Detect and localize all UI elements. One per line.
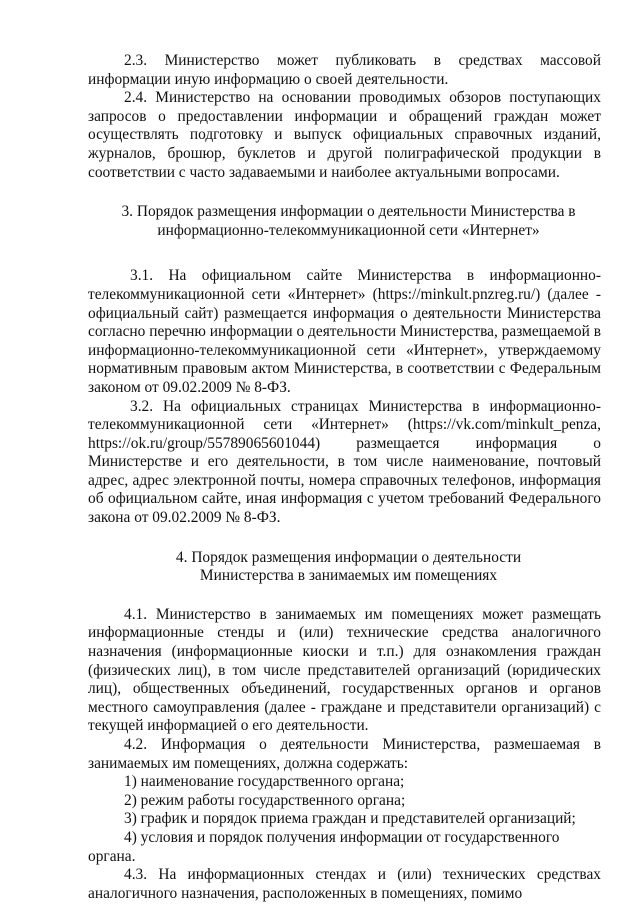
paragraph-3-1: 3.1. На официальном сайте Министерства в информационно-телекоммуникационной сети «Интернет» (https://minkult.pnzreg.ru/) (далее - официальный сайт) размещается информация о деятельности Министерства согласно перечню информации о деятельности Министерства, размещаемой в информационно-телекоммуникационной сети «Интернет», утверждаемому нормативным правовым актом Министерства, в соответствии с Федеральным законом от 09.02.2009 № 8-ФЗ. bbox=[88, 267, 601, 396]
list-item-4-2-2: 2) режим работы государственного органа; bbox=[124, 791, 406, 809]
section-4-heading-line-1: 4. Порядок размещения информации о деятельности bbox=[175, 548, 522, 566]
paragraph-2-4: 2.4. Министерство на основании проводимых обзоров поступающих запросов о предоставлении информации и обращений граждан может осуществлять подготовку и выпуск официальных справочных изданий, журналов, брошюр, буклетов и другой полиграфической продукции в соответствии с часто задаваемыми и наиболее актуальными вопросами. bbox=[88, 89, 601, 181]
paragraph-4-2: 4.2. Информация о деятельности Министерства, размешаемая в занимаемых им помещениях, должна содержать: bbox=[88, 736, 601, 772]
section-3-heading-line-1: 3. Порядок размещения информации о деятельности Министерства в bbox=[121, 203, 576, 221]
section-4-heading bbox=[88, 549, 601, 586]
paragraph-2-3: 2.3. Министерство может публиковать в средствах массовой информации иную информацию о своей деятельности. bbox=[88, 52, 601, 88]
section-3-heading bbox=[88, 203, 601, 240]
section-4-heading-line-2: Министерства в занимаемых им помещениях bbox=[199, 567, 498, 585]
section-3-heading-line-2: информационно-телекоммуникационной сети «Интернет» bbox=[157, 221, 540, 239]
list-item-4-2-4: 4) условия и порядок получения информации от государственного органа. bbox=[88, 828, 560, 865]
list-item-4-2-1: 1) наименование государственного органа; bbox=[124, 773, 405, 791]
paragraph-3-2: 3.2. На официальных страницах Министерства в информационно-телекоммуникационной сети «Интернет» (https://vk.com/minkult_penza, https://ok.ru/group/55789065601044) размещается информация о Министерстве и его деятельности, в том числе наименование, почтовый адрес, адрес электронной почты, номера справочных телефонов, информация об официальном сайте, иная информация с учетом требований Федерального закона от 09.02.2009 № 8-ФЗ. bbox=[88, 397, 601, 527]
list-item-4-2-3: 3) график и порядок приема граждан и представителей организаций; bbox=[124, 810, 576, 828]
paragraph-4-1: 4.1. Министерство в занимаемых им помещениях может размещать информационные стенды и (или) технические средства аналогичного назначения (информационные киоски и т.п.) для ознакомления граждан (физических лиц), в том числе представителей организаций (юридических лиц), общественных объединений, государственных органов и органов местного самоуправления (далее - граждане и представители организаций) с текущей информацией о его деятельности. bbox=[88, 605, 601, 735]
paragraph-4-3: 4.3. На информационных стендах и (или) технических средствах аналогичного назначения, расположенных в помещениях, помимо bbox=[88, 866, 601, 902]
document-page bbox=[88, 52, 601, 903]
